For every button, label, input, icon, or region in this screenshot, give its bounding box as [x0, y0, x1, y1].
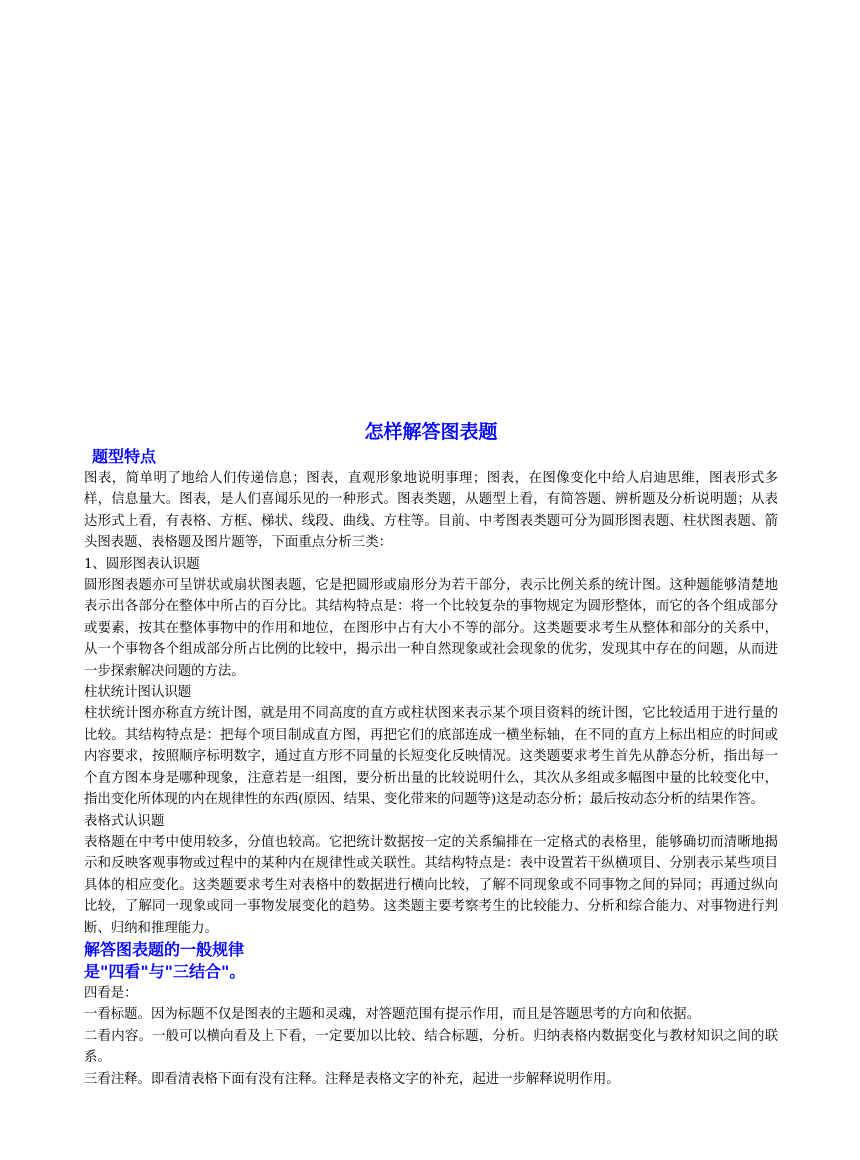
- subsection-label-table: 表格式认识题: [84, 813, 165, 829]
- four-looks-label: 四看是：: [84, 985, 138, 1001]
- intro-paragraph: 图表，简单明了地给人们传递信息；图表，直观形象地说明事理；图表，在图像变化中给人启迪思维，图表形式多样，信息量大。图表，是人们喜闻乐见的一种形式。图表类题，从题型上看，有简答题、辨析题及分析说明题；从表达形式上看，有表格、方框、梯状、线段、曲线、方柱等。目前、中考图表类题可分为圆形图表题、柱状图表题、箭头图表题、表格题及图片题等，下面重点分析三类：: [84, 471, 778, 551]
- four-looks-item-2: 二看内容。一般可以横向看及上下看，一定要加以比较、结合标题，分析。归纳表格内数据变化与教材知识之间的联系。: [84, 1028, 778, 1066]
- document-page: [84, 418, 778, 1090]
- section-heading-general-rules: 解答图表题的一般规律: [84, 939, 245, 959]
- subsection-label-bar-chart: 柱状统计图认识题: [84, 685, 192, 701]
- bar-chart-paragraph: 柱状统计图亦称直方统计图，就是用不同高度的直方或柱状图来表示某个项目资料的统计图，它比较适用于进行量的比较。其结构特点是：把每个项目制成直方图，再把它们的底部连成一横坐标轴，在不同的直方上标出相应的时间或内容要求，按照顺序标明数字，通过直方形不同量的长短变化反映情况。这类题要求考生首先从静态分析，指出每一个直方图本身是哪种现象，注意若是一组图，要分析出量的比较说明什么，其次从多组或多幅图中量的比较变化中，指出变化所体现的内在规律性的东西(原因、结果、变化带来的问题等)这是动态分析；最后按动态分析的结果作答。: [84, 706, 778, 808]
- pie-chart-paragraph: 圆形图表题亦可呈饼状或扇状图表题，它是把圆形或扇形分为若干部分，表示比例关系的统计图。这种题能够清楚地表示出各部分在整体中所占的百分比。其结构特点是：将一个比较复杂的事物规定为圆形整体，而它的各个组成部分或要素，按其在整体事物中的作用和地位，在图形中占有大小不等的部分。这类题要求考生从整体和部分的关系中，从一个事物各个组成部分所占比例的比较中，揭示出一种自然现象或社会现象的优劣，发现其中存在的问题，从而进一步探索解决问题的方法。: [84, 578, 778, 679]
- subsection-label-pie-chart: 1、圆形图表认识题: [84, 556, 200, 572]
- section-heading-question-features: 题型特点: [92, 447, 157, 466]
- table-paragraph: 表格题在中考中使用较多，分值也较高。它把统计数据按一定的关系编排在一定格式的表格里，能够确切而清晰地揭示和反映客观事物或过程中的某种内在规律性或关联性。其结构特点是：表中设置若干纵横项目、分别表示某些项目具体的相应变化。这类题要求考生对表格中的数据进行横向比较，了解不同现象或不同事物之间的异同；再通过纵向比较，了解同一现象或同一事物发展变化的趋势。这类题主要考察考生的比较能力、分析和综合能力、对事物进行判断、归纳和推理能力。: [84, 834, 778, 936]
- four-looks-item-1: 一看标题。因为标题不仅是图表的主题和灵魂，对答题范围有提示作用，而且是答题思考的方向和依据。: [84, 1007, 700, 1023]
- document-title: 怎样解答图表题: [364, 421, 498, 443]
- four-looks-item-3: 三看注释。即看清表格下面有没有注释。注释是表格文字的补充，起进一步解释说明作用。: [84, 1071, 620, 1087]
- section-heading-four-looks: 是"四看"与"三结合"。: [84, 961, 246, 981]
